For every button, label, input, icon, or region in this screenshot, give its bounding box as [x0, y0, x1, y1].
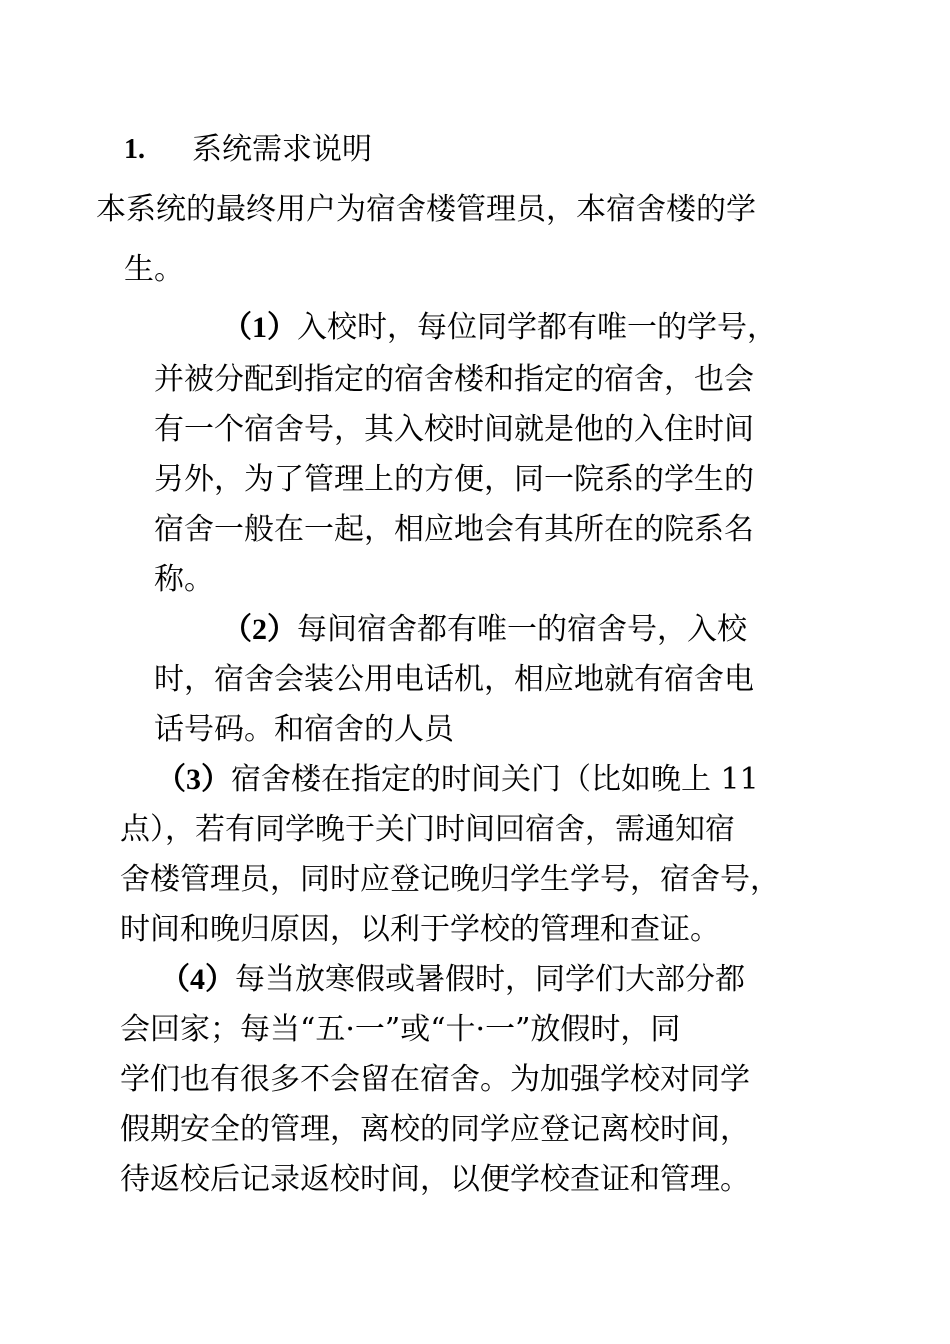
text-line: 并被分配到指定的宿舍楼和指定的宿舍，也会: [154, 362, 754, 397]
text-line: 宿舍一般在一起，相应地会有其所在的院系名: [154, 512, 754, 547]
item-label: （1）: [222, 311, 297, 344]
text-line: 时，宿舍会装公用电话机，相应地就有宿舍电: [154, 662, 754, 697]
line-text: 每间宿舍都有唯一的宿舍号，入校: [297, 612, 747, 647]
text-line: [222, 308, 777, 348]
heading-title: 系统需求说明: [192, 132, 372, 167]
line-text: 宿舍楼在指定的时间关门（比如晚上 11: [231, 762, 759, 797]
item-label: （3）: [156, 763, 231, 796]
text-line: 学们也有很多不会留在宿舍。为加强学校对同学: [120, 1062, 750, 1097]
text-line: 话号码。和宿舍的人员: [154, 712, 454, 747]
text-line: 有一个宿舍号，其入校时间就是他的入住时间: [154, 412, 754, 447]
heading-number: 1.: [124, 134, 145, 165]
text-line: [156, 760, 759, 800]
item-label: （4）: [160, 963, 235, 996]
text-line: 称。: [154, 562, 214, 597]
line-text: 每当放寒假或暑假时，同学们大部分都: [235, 962, 745, 997]
text-line: 点），若有同学晚于关门时间回宿舍，需通知宿: [120, 812, 735, 847]
text-line: [222, 610, 747, 650]
text-line: [160, 960, 745, 1000]
text-line: 生。: [124, 252, 184, 287]
text-line: 时间和晚归原因，以利于学校的管理和查证。: [120, 912, 720, 947]
text-line: 待返校后记录返校时间，以便学校查证和管理。: [120, 1162, 750, 1197]
text-line: 会回家；每当“五·一”或“十·一”放假时，同: [120, 1012, 681, 1047]
text-line: 本系统的最终用户为宿舍楼管理员，本宿舍楼的学: [96, 192, 756, 227]
line-text: 入校时，每位同学都有唯一的学号，: [297, 310, 777, 345]
item-label: （2）: [222, 613, 297, 646]
text-line: 假期安全的管理，离校的同学应登记离校时间，: [120, 1112, 750, 1147]
text-line: 舍楼管理员，同时应登记晚归学生学号，宿舍号，: [120, 862, 780, 897]
text-line: 另外，为了管理上的方便，同一院系的学生的: [154, 462, 754, 497]
